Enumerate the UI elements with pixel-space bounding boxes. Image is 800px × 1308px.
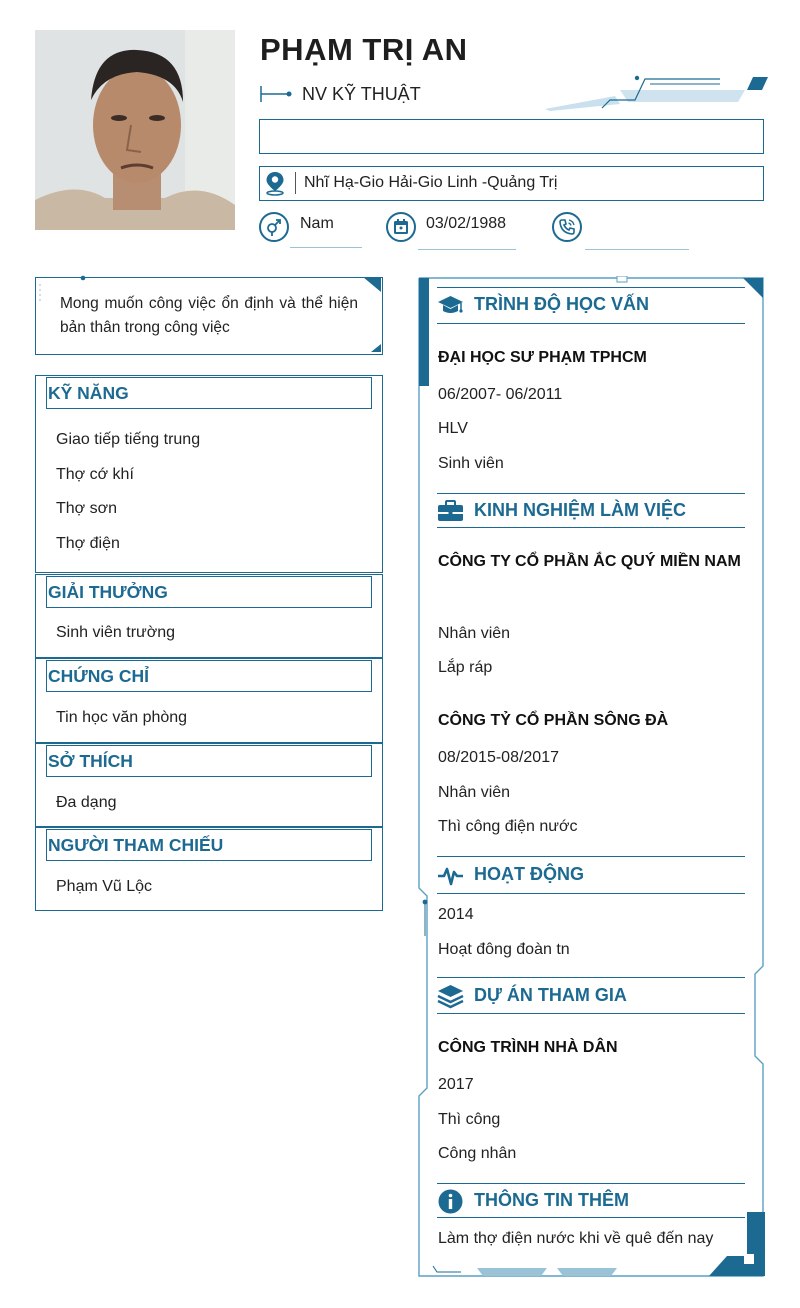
phone-icon [552, 212, 582, 242]
skill-item: Thợ sơn [56, 500, 117, 517]
additional-info-heading: THÔNG TIN THÊM [474, 1190, 629, 1210]
location-pin-icon [263, 170, 287, 196]
award-item: Sinh viên trường [56, 624, 176, 641]
info-icon [437, 1188, 464, 1215]
phone-underline [585, 249, 689, 250]
skills-heading: KỸ NĂNG [46, 377, 372, 409]
skill-item: Thợ cớ khí [56, 466, 134, 483]
divider [437, 287, 745, 288]
projects-heading: DỰ ÁN THAM GIA [474, 985, 627, 1005]
job-title: NV KỸ THUẬT [302, 84, 421, 104]
divider [437, 1217, 745, 1218]
education-period: 06/2007- 06/2011 [438, 386, 563, 403]
project-description: Công nhân [438, 1145, 517, 1162]
briefcase-icon [437, 498, 464, 525]
divider [437, 893, 745, 894]
title-bullet-decoration [260, 84, 294, 104]
additional-info-text: Làm thợ điện nước khi về quê đến nay [438, 1230, 714, 1247]
skill-item: Thợ điện [56, 535, 120, 552]
objective-text: Mong muốn công việc ổn định và thể hiện bản thân trong công việc [60, 295, 358, 336]
header-decoration [540, 74, 770, 114]
pulse-icon [437, 862, 464, 889]
experience-heading: KINH NGHIỆM LÀM VIỆC [474, 500, 687, 520]
job-description: Thì công điện nước [438, 818, 578, 835]
divider [437, 1183, 745, 1184]
hobby-item: Đa dạng [56, 794, 117, 811]
graduation-cap-icon [437, 292, 464, 319]
gender-underline [290, 247, 362, 248]
awards-heading: GIẢI THƯỞNG [46, 576, 372, 608]
skill-item: Giao tiếp tiếng trung [56, 431, 201, 448]
divider [437, 493, 745, 494]
divider [437, 1013, 745, 1014]
gender-value: Nam [300, 215, 334, 232]
profile-photo [35, 30, 235, 230]
education-description: Sinh viên [438, 455, 504, 472]
reference-item: Phạm Vũ Lộc [56, 878, 153, 895]
hobbies-heading: SỞ THÍCH [46, 745, 372, 777]
education-school: ĐẠI HỌC SƯ PHẠM TPHCM [438, 349, 647, 366]
certificate-item: Tin học văn phòng [56, 709, 188, 726]
certificates-heading: CHỨNG CHỈ [46, 660, 372, 692]
activities-heading: HOẠT ĐỘNG [474, 864, 584, 884]
divider [437, 527, 745, 528]
job-company: CÔNG TY CỔ PHẦN ẮC QUÝ MIỀN NAM [438, 553, 741, 570]
calendar-icon [386, 212, 416, 242]
gender-icon [259, 212, 289, 242]
references-heading: NGƯỜI THAM CHIẾU [46, 829, 372, 861]
education-major: HLV [438, 420, 468, 437]
project-role: Thì công [438, 1111, 501, 1128]
birthdate-underline [418, 249, 516, 250]
job-period: 08/2015-08/2017 [438, 749, 559, 766]
activity-year: 2014 [438, 906, 474, 923]
layers-icon [437, 983, 464, 1010]
activity-description: Hoạt đông đoàn tn [438, 941, 570, 958]
job-position: Nhân viên [438, 784, 511, 801]
candidate-name: PHẠM TRỊ AN [260, 32, 468, 67]
project-year: 2017 [438, 1076, 474, 1093]
address-separator [295, 172, 296, 194]
divider [437, 856, 745, 857]
job-position: Nhân viên [438, 625, 511, 642]
birthdate-value: 03/02/1988 [426, 215, 507, 232]
job-description: Lắp ráp [438, 659, 493, 676]
email-field [259, 119, 764, 154]
address-text: Nhĩ Hạ-Gio Hải-Gio Linh -Quảng Trị [304, 174, 558, 191]
project-name: CÔNG TRÌNH NHÀ DÂN [438, 1039, 618, 1056]
job-company: CÔNG TỶ CỔ PHẦN SÔNG ĐÀ [438, 712, 669, 729]
divider [437, 323, 745, 324]
divider [437, 977, 745, 978]
education-heading: TRÌNH ĐỘ HỌC VẤN [474, 294, 649, 314]
